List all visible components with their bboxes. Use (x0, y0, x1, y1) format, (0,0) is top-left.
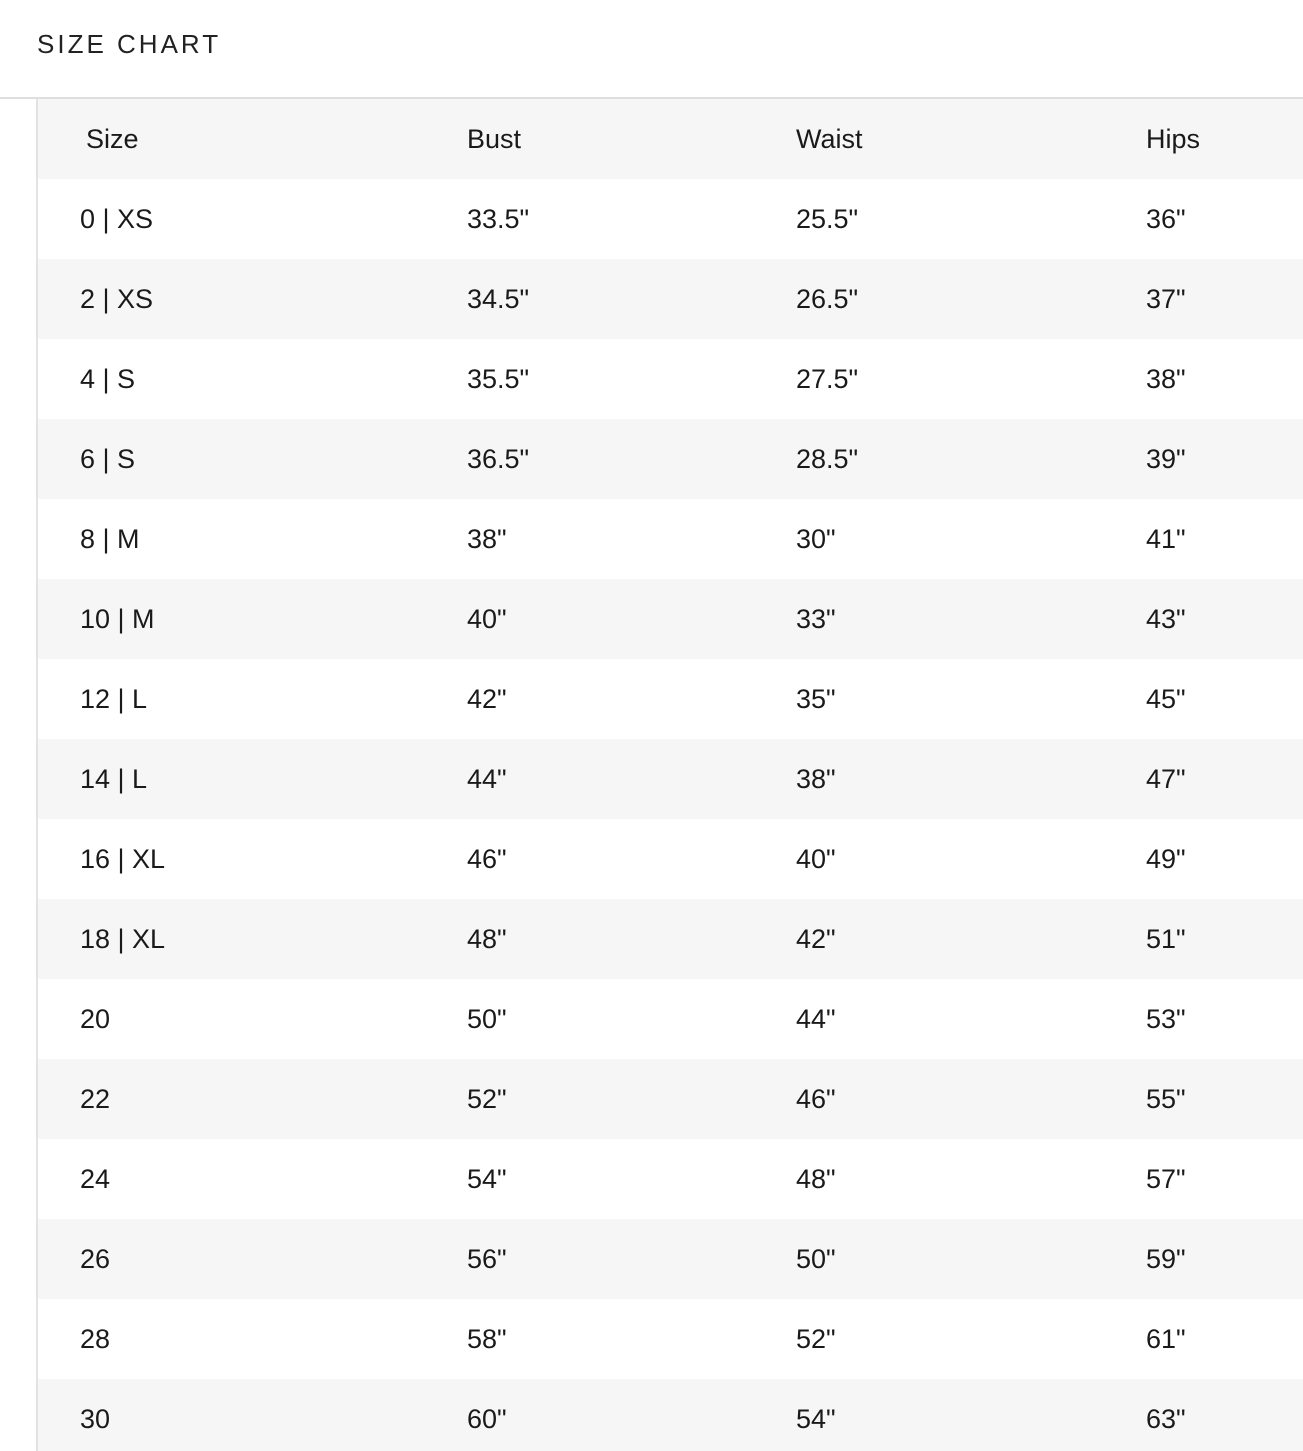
table-row (38, 259, 1303, 339)
cell-size: 16 | XL (80, 844, 166, 874)
size-table (38, 99, 1303, 1451)
cell-size: 18 | XL (80, 924, 166, 954)
table-row (38, 179, 1303, 259)
cell-size: 2 | XS (80, 284, 154, 314)
table-row (38, 339, 1303, 419)
table-row (38, 819, 1303, 899)
cell-hips: 39" (1146, 444, 1186, 474)
cell-hips: 41" (1146, 524, 1186, 554)
cell-hips: 49" (1146, 844, 1186, 874)
cell-hips: 53" (1146, 1004, 1186, 1034)
cell-waist: 46" (796, 1084, 836, 1114)
cell-size: 26 (80, 1244, 111, 1274)
cell-hips: 51" (1146, 924, 1186, 954)
column-header-size: Size (86, 124, 139, 154)
cell-hips: 38" (1146, 364, 1186, 394)
cell-waist: 44" (796, 1004, 836, 1034)
cell-waist: 40" (796, 844, 836, 874)
cell-bust: 40" (467, 604, 507, 634)
cell-bust: 38" (467, 524, 507, 554)
cell-hips: 59" (1146, 1244, 1186, 1274)
cell-bust: 34.5" (467, 284, 530, 314)
cell-bust: 46" (467, 844, 507, 874)
cell-waist: 48" (796, 1164, 836, 1194)
cell-hips: 45" (1146, 684, 1186, 714)
column-header-hips: Hips (1146, 124, 1201, 154)
page-title: SIZE CHART (37, 29, 222, 59)
cell-hips: 57" (1146, 1164, 1186, 1194)
cell-bust: 44" (467, 764, 507, 794)
column-header-waist: Waist (796, 124, 863, 154)
cell-waist: 26.5" (796, 284, 859, 314)
table-row (38, 979, 1303, 1059)
table-row (38, 419, 1303, 499)
table-row (38, 1219, 1303, 1299)
cell-size: 4 | S (80, 364, 136, 394)
column-header-bust: Bust (467, 124, 522, 154)
cell-waist: 38" (796, 764, 836, 794)
cell-bust: 48" (467, 924, 507, 954)
table-row (38, 1379, 1303, 1451)
cell-waist: 52" (796, 1324, 836, 1354)
cell-bust: 42" (467, 684, 507, 714)
cell-waist: 28.5" (796, 444, 859, 474)
cell-bust: 52" (467, 1084, 507, 1114)
cell-hips: 63" (1146, 1404, 1186, 1434)
table-row (38, 1139, 1303, 1219)
cell-hips: 47" (1146, 764, 1186, 794)
cell-bust: 33.5" (467, 204, 530, 234)
cell-size: 10 | M (80, 604, 155, 634)
cell-hips: 55" (1146, 1084, 1186, 1114)
size-chart-header (0, 0, 1303, 99)
table-row (38, 1299, 1303, 1379)
cell-bust: 36.5" (467, 444, 530, 474)
cell-bust: 56" (467, 1244, 507, 1274)
cell-bust: 58" (467, 1324, 507, 1354)
table-row (38, 899, 1303, 979)
cell-waist: 50" (796, 1244, 836, 1274)
cell-size: 0 | XS (80, 204, 154, 234)
table-body (38, 179, 1303, 1451)
cell-hips: 37" (1146, 284, 1186, 314)
cell-waist: 35" (796, 684, 836, 714)
cell-waist: 30" (796, 524, 836, 554)
cell-size: 6 | S (80, 444, 136, 474)
table-row (38, 499, 1303, 579)
cell-waist: 25.5" (796, 204, 859, 234)
cell-hips: 36" (1146, 204, 1186, 234)
cell-size: 14 | L (80, 764, 148, 794)
table-row (38, 1059, 1303, 1139)
size-chart-panel[interactable] (36, 99, 1303, 1451)
table-row (38, 659, 1303, 739)
cell-waist: 54" (796, 1404, 836, 1434)
table-row (38, 579, 1303, 659)
cell-size: 12 | L (80, 684, 148, 714)
cell-size: 20 (80, 1004, 111, 1034)
cell-hips: 43" (1146, 604, 1186, 634)
cell-size: 22 (80, 1084, 111, 1114)
cell-size: 24 (80, 1164, 111, 1194)
cell-bust: 35.5" (467, 364, 530, 394)
cell-waist: 42" (796, 924, 836, 954)
cell-size: 8 | M (80, 524, 140, 554)
cell-bust: 50" (467, 1004, 507, 1034)
cell-size: 28 (80, 1324, 111, 1354)
cell-waist: 27.5" (796, 364, 859, 394)
table-header-row (38, 99, 1303, 179)
cell-hips: 61" (1146, 1324, 1186, 1354)
cell-size: 30 (80, 1404, 111, 1434)
cell-bust: 60" (467, 1404, 507, 1434)
cell-waist: 33" (796, 604, 836, 634)
table-row (38, 739, 1303, 819)
cell-bust: 54" (467, 1164, 507, 1194)
